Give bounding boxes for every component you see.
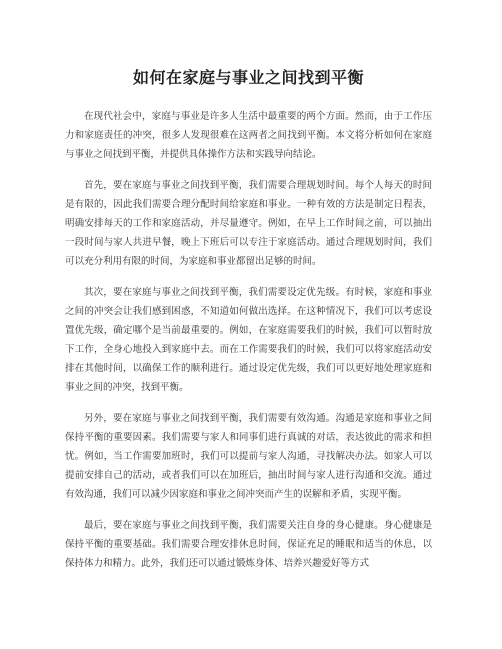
paragraph-health: 最后，要在家庭与事业之间找到平衡，我们需要关注自身的身心健康。身心健康是保持平衡的重要基础。我们需要合理安排休息时间，保证充足的睡眠和适当的休息，以保持体力和精力。此外，我们还可以通过锻炼身体、培养兴趣爱好等方式 (65, 520, 432, 569)
paragraph-priorities: 其次，要在家庭与事业之间找到平衡，我们需要设定优先级。有时候，家庭和事业之间的冲突会让我们感到困惑，不知道如何做出选择。在这种情况下，我们可以考虑设置优先级，确定哪个是当前最重要的。例如，在家庭需要我们的时候，我们可以暂时放下工作，全身心地投入到家庭中去。而在工作需要我们的时候，我们可以将家庭活动安排在其他时间，以确保工作的顺利进行。通过设定优先级，我们可以更好地处理家庭和事业之间的冲突，找到平衡。 (65, 287, 432, 393)
document-title: 如何在家庭与事业之间找到平衡 (132, 68, 364, 87)
paragraph-communication: 另外，要在家庭与事业之间找到平衡，我们需要有效沟通。沟通是家庭和事业之间保持平衡的重要因素。我们需要与家人和同事们进行真诚的对话，表达彼此的需求和担忧。例如，当工作需要加班时，我们可以提前与家人沟通，寻找解决办法。如家人可以提前安排自己的活动，或者我们可以在加班后，抽出时间与家人进行沟通和交流。通过有效沟通，我们可以减少因家庭和事业之间冲突而产生的误解和矛盾，实现平衡。 (65, 413, 432, 500)
paragraph-intro: 在现代社会中，家庭与事业是许多人生活中最重要的两个方面。然而，由于工作压力和家庭责任的冲突，很多人发现很难在这两者之间找到平衡。本文将分析如何在家庭与事业之间找到平衡，并提供具体操作方法和实践导向结论。 (65, 111, 432, 160)
paragraph-time-planning: 首先，要在家庭与事业之间找到平衡，我们需要合理规划时间。每个人每天的时间是有限的，因此我们需要合理分配时间给家庭和事业。一种有效的方法是制定日程表，明确安排每天的工作和家庭活动，并尽量遵守。例如，在早上工作时间之前，可以抽出一段时间与家人共进早餐，晚上下班后可以专注于家庭活动。通过合理规划时间，我们可以充分利用有限的时间，为家庭和事业都留出足够的时间。 (65, 180, 432, 267)
